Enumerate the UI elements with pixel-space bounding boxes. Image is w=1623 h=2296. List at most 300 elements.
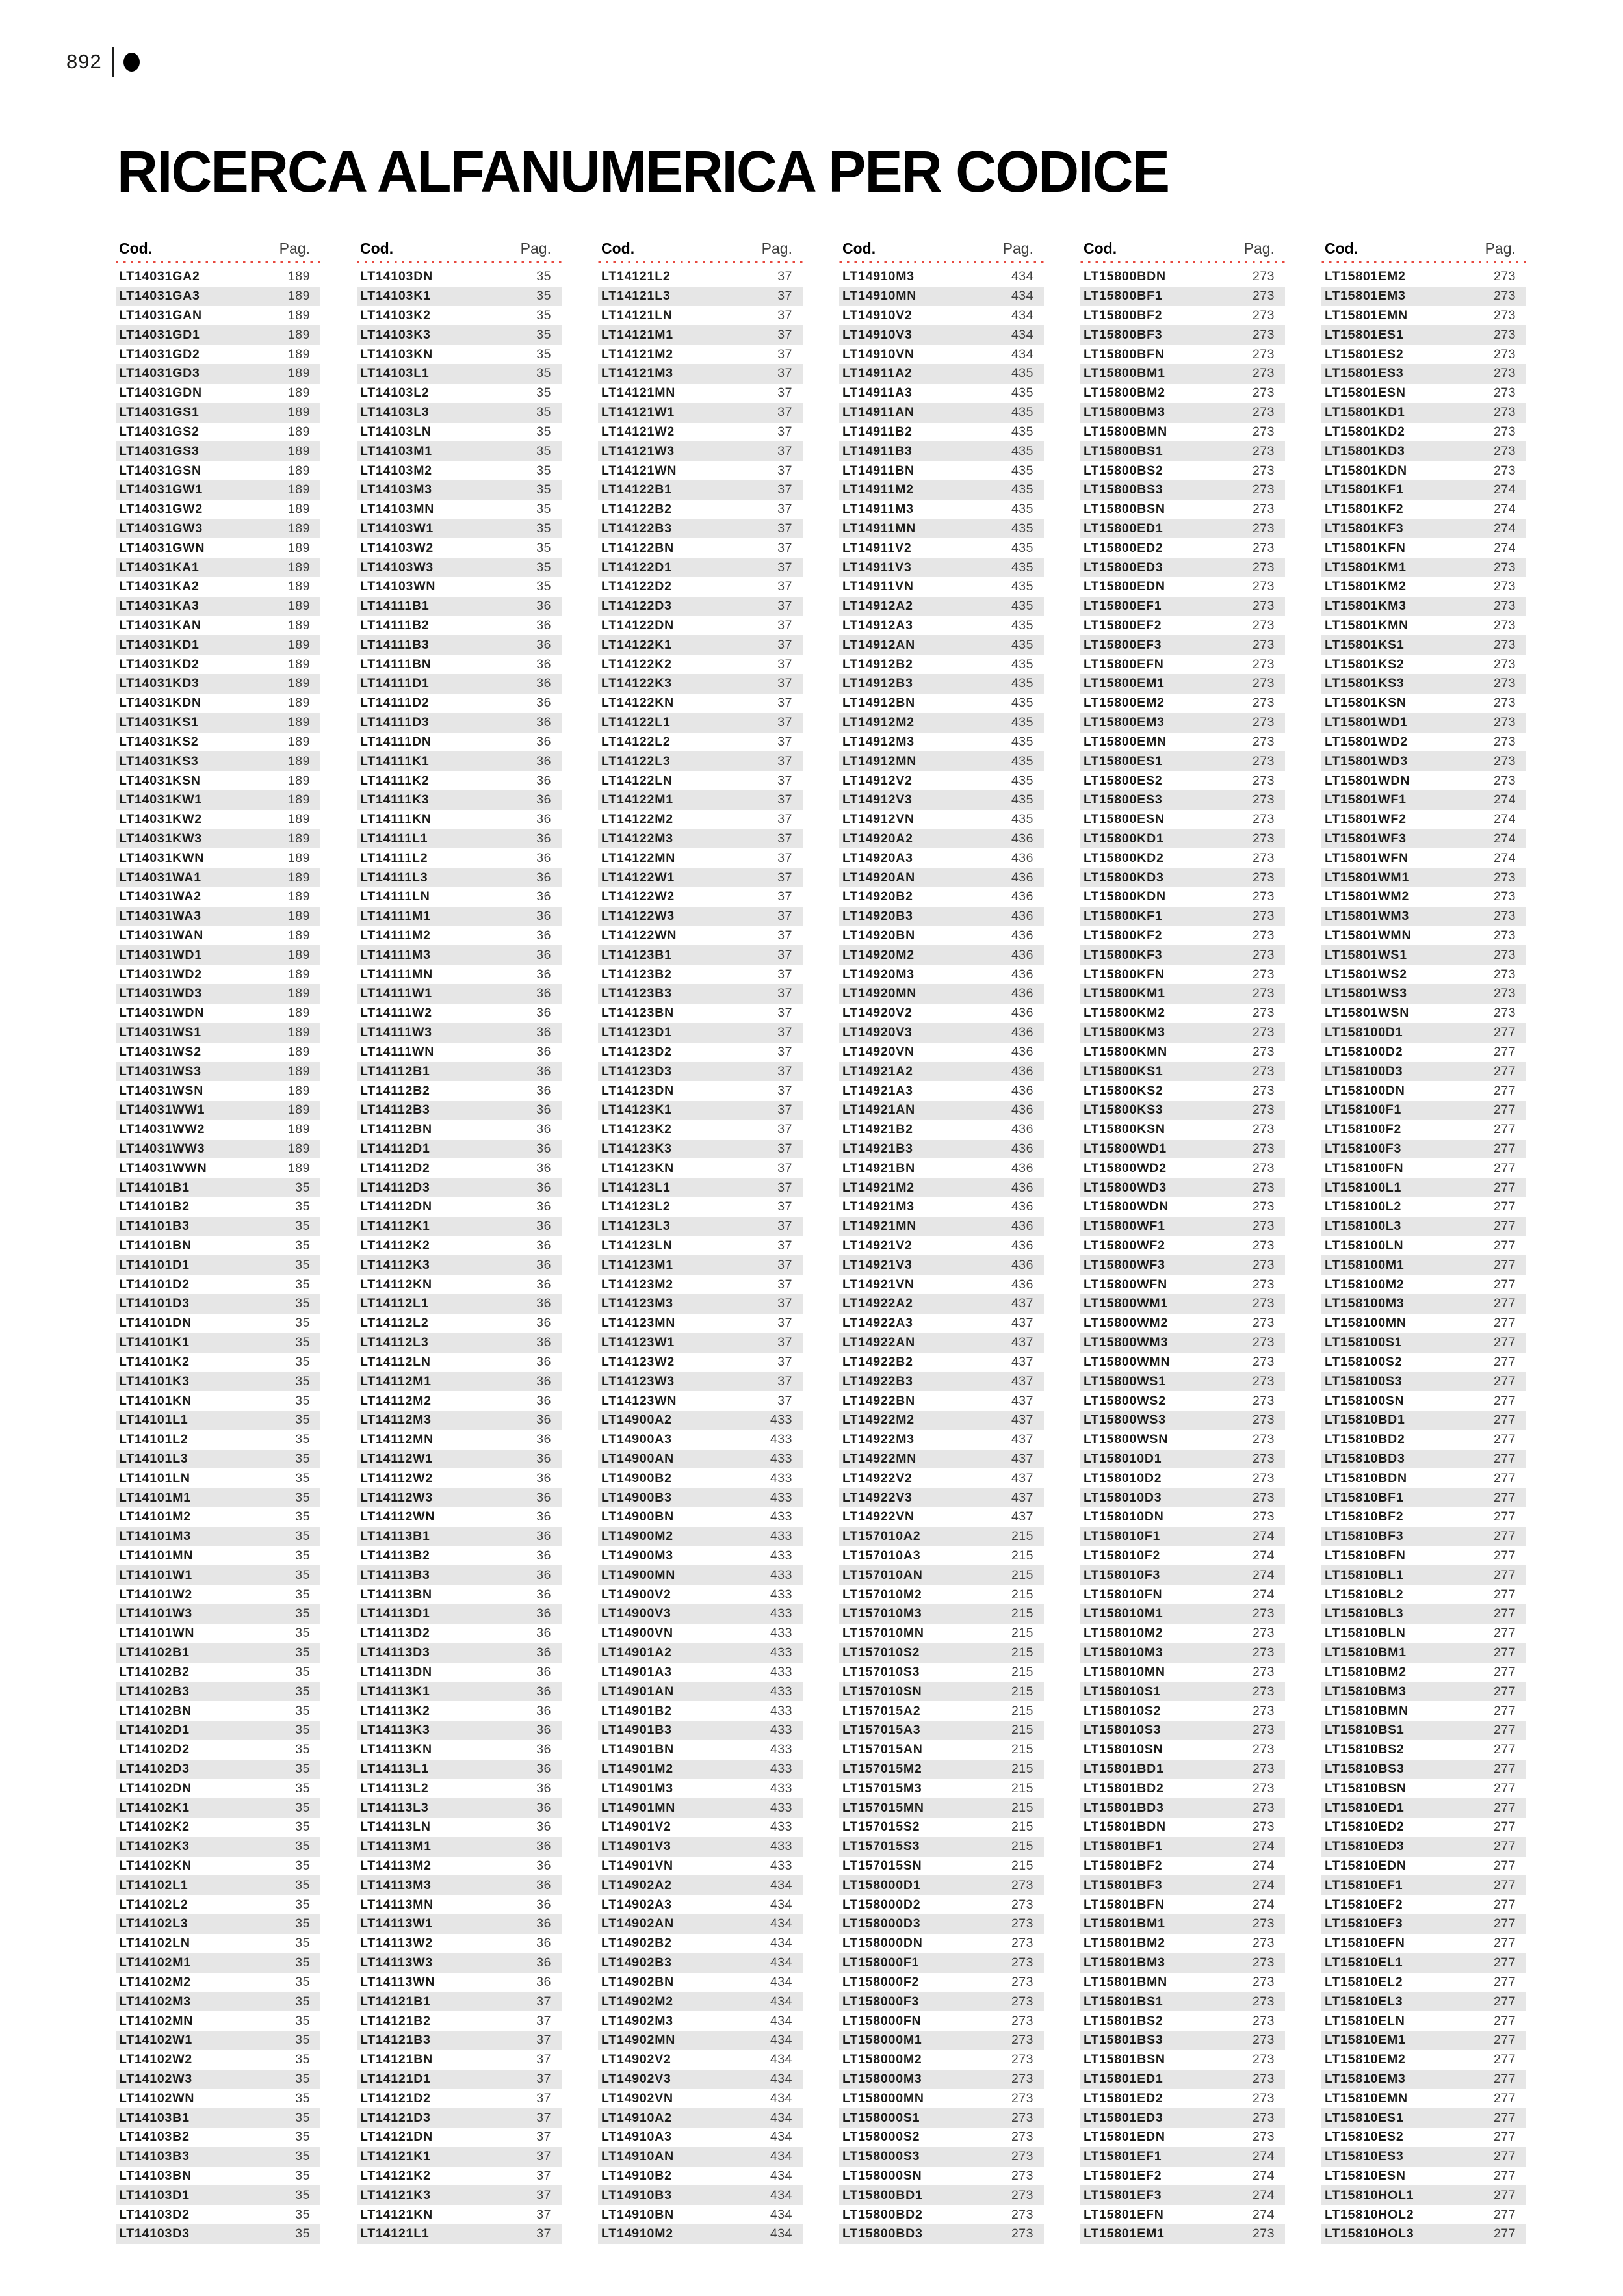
code-cell: LT14112M3	[360, 1413, 432, 1428]
table-row	[1080, 674, 1285, 694]
table-row	[1080, 1411, 1285, 1430]
table-row	[1321, 829, 1526, 849]
code-cell: LT14112M2	[360, 1393, 432, 1408]
code-cell: LT14031GD1	[119, 327, 200, 342]
page-cell: 36	[536, 1645, 551, 1660]
code-cell: LT15800KF2	[1084, 928, 1163, 943]
code-cell: LT15810ES2	[1325, 2130, 1404, 2145]
page-cell: 273	[1252, 502, 1275, 517]
code-cell: LT14123K2	[601, 1122, 672, 1137]
table-row	[116, 868, 320, 887]
table-row	[116, 1585, 320, 1604]
code-cell: LT15810EF2	[1325, 1897, 1403, 1912]
code-cell: LT15801WM3	[1325, 909, 1410, 924]
page-cell: 274	[1252, 1897, 1275, 1912]
code-cell: LT14112B3	[360, 1102, 430, 1117]
page-cell: 434	[770, 1877, 792, 1892]
table-row	[1080, 2031, 1285, 2050]
code-cell: LT14113M3	[360, 1877, 432, 1892]
table-row	[357, 713, 562, 733]
code-cell: LT14122KN	[601, 696, 674, 711]
page-cell: 36	[536, 1859, 551, 1873]
table-row	[839, 1197, 1044, 1217]
page-cell: 277	[1493, 1180, 1516, 1195]
code-cell: LT15810BD2	[1325, 1432, 1405, 1447]
table-row	[1080, 1255, 1285, 1275]
page-cell: 37	[777, 696, 792, 711]
page-number: 892	[66, 50, 102, 73]
page-cell: 35	[295, 2207, 310, 2222]
code-cell: LT15801KMN	[1325, 618, 1409, 633]
table-row	[357, 2167, 562, 2186]
table-row	[357, 1236, 562, 1256]
code-cell: LT14101MN	[119, 1548, 194, 1563]
page-cell: 35	[295, 1413, 310, 1428]
code-cell: LT14102KN	[119, 1859, 192, 1873]
table-row	[116, 1043, 320, 1062]
code-cell: LT14111KN	[360, 812, 432, 827]
code-cell: LT14031WDN	[119, 1006, 205, 1021]
table-row	[839, 480, 1044, 500]
code-cell: LT14901B2	[601, 1703, 672, 1718]
page-cell: 277	[1493, 1974, 1516, 1989]
table-row	[598, 1197, 803, 1217]
page-cell: 37	[777, 812, 792, 827]
page-cell: 273	[1252, 385, 1275, 400]
code-cell: LT158010D2	[1084, 1470, 1162, 1485]
table-row	[116, 2167, 320, 2186]
page-cell: 277	[1493, 2207, 1516, 2222]
page-cell: 437	[1011, 1432, 1033, 1447]
page-cell: 215	[1011, 1664, 1033, 1679]
table-row	[598, 267, 803, 287]
page-cell: 35	[295, 2013, 310, 2028]
page-cell: 435	[1011, 405, 1033, 420]
page-cell: 36	[536, 1897, 551, 1912]
table-row	[1321, 1236, 1526, 1256]
page-cell: 273	[1252, 289, 1275, 304]
page-cell: 36	[536, 1083, 551, 1098]
page-header-bar	[66, 47, 140, 77]
page-cell: 35	[536, 346, 551, 361]
table-row	[116, 2050, 320, 2070]
code-cell: LT14902A3	[601, 1897, 672, 1912]
page-cell: 433	[770, 1509, 792, 1524]
table-row	[1321, 771, 1526, 790]
table-row	[1321, 713, 1526, 733]
page-cell: 189	[287, 928, 310, 943]
page-cell: 273	[1011, 1974, 1033, 1989]
code-cell: LT14103B3	[119, 2149, 190, 2164]
code-header-label: Cod.	[1084, 240, 1117, 257]
page-cell: 37	[777, 967, 792, 982]
page-cell: 36	[536, 1374, 551, 1389]
table-row	[598, 1973, 803, 1992]
code-cell: LT14103D1	[119, 2187, 190, 2202]
page-cell: 433	[770, 1490, 792, 1505]
code-cell: LT14111K2	[360, 773, 430, 788]
code-cell: LT14122W2	[601, 889, 675, 904]
table-row	[598, 1604, 803, 1624]
page-cell: 434	[770, 2013, 792, 2028]
table-row	[357, 1895, 562, 1914]
table-row	[1321, 751, 1526, 771]
page-cell: 277	[1493, 1277, 1516, 1292]
table-row	[357, 868, 562, 887]
table-row	[1080, 771, 1285, 790]
page-cell: 35	[295, 1761, 310, 1776]
code-cell: LT14101M3	[119, 1529, 191, 1544]
page-cell: 189	[287, 792, 310, 807]
page-cell: 277	[1493, 1994, 1516, 2009]
code-cell: LT14112M1	[360, 1374, 432, 1389]
page-cell: 35	[295, 2130, 310, 2145]
code-cell: LT15810EM3	[1325, 2071, 1406, 2086]
page-cell: 434	[770, 2071, 792, 2086]
page-cell: 273	[1252, 599, 1275, 614]
table-row	[839, 1372, 1044, 1391]
code-cell: LT14911V2	[842, 540, 912, 555]
page-cell: 273	[1252, 1296, 1275, 1311]
code-cell: LT14101WN	[119, 1626, 195, 1641]
page-header-label: Pag.	[1243, 240, 1275, 257]
table-row	[357, 1798, 562, 1818]
page-cell: 37	[536, 2130, 551, 2145]
table-row	[1080, 965, 1285, 984]
page-cell: 273	[1252, 1800, 1275, 1815]
page-cell: 35	[295, 1509, 310, 1524]
table-row	[357, 1140, 562, 1159]
page-cell: 273	[1493, 696, 1516, 711]
table-row	[116, 1217, 320, 1236]
code-cell: LT14122B1	[601, 482, 672, 497]
page-cell: 277	[1493, 2149, 1516, 2164]
code-cell: LT14112K2	[360, 1238, 430, 1253]
code-cell: LT14922BN	[842, 1393, 915, 1408]
code-cell: LT15801BS3	[1084, 2033, 1163, 2048]
code-cell: LT14122W3	[601, 909, 675, 924]
table-row	[839, 2128, 1044, 2147]
code-cell: LT15810HOL1	[1325, 2187, 1414, 2202]
page-cell: 36	[536, 1335, 551, 1350]
table-row	[598, 1992, 803, 2011]
code-cell: LT14900A3	[601, 1432, 672, 1447]
code-cell: LT14911A3	[842, 385, 913, 400]
table-row	[116, 1507, 320, 1527]
page-cell: 273	[1252, 1316, 1275, 1331]
table-row	[116, 1779, 320, 1798]
divider-bar	[112, 47, 114, 77]
table-row	[357, 325, 562, 345]
code-cell: LT15800WF3	[1084, 1257, 1165, 1272]
page-cell: 433	[770, 1859, 792, 1873]
page-cell: 36	[536, 1509, 551, 1524]
code-cell: LT15801KS1	[1325, 637, 1405, 652]
table-row	[357, 1314, 562, 1333]
code-cell: LT14922V3	[842, 1490, 913, 1505]
table-row	[116, 441, 320, 461]
code-cell: LT158010M3	[1084, 1645, 1163, 1660]
code-cell: LT14031WS3	[119, 1063, 201, 1078]
table-row	[839, 1178, 1044, 1197]
code-cell: LT14103M3	[360, 482, 432, 497]
code-cell: LT14922B3	[842, 1374, 913, 1389]
table-row	[357, 1043, 562, 1062]
table-row	[839, 500, 1044, 519]
table-row	[1080, 1837, 1285, 1857]
page-cell: 277	[1493, 2091, 1516, 2106]
table-row	[1080, 984, 1285, 1004]
page-cell: 436	[1011, 1141, 1033, 1156]
table-row	[357, 1527, 562, 1546]
code-cell: LT14921M2	[842, 1180, 915, 1195]
code-cell: LT158000M1	[842, 2033, 922, 2048]
page-cell: 436	[1011, 870, 1033, 885]
code-cell: LT14112D2	[360, 1160, 430, 1175]
table-row	[598, 674, 803, 694]
page-cell: 273	[1011, 2052, 1033, 2067]
page-cell: 189	[287, 831, 310, 846]
code-cell: LT14031GA2	[119, 269, 200, 284]
table-row	[839, 694, 1044, 713]
page-cell: 273	[1252, 909, 1275, 924]
page-cell: 273	[1011, 1916, 1033, 1931]
table-row	[598, 384, 803, 403]
table-row	[1080, 1875, 1285, 1895]
code-cell: LT14121K1	[360, 2149, 431, 2164]
table-row	[839, 733, 1044, 752]
page-cell: 215	[1011, 1761, 1033, 1776]
table-row	[839, 1779, 1044, 1798]
table-row	[839, 1236, 1044, 1256]
table-row	[598, 1430, 803, 1450]
code-cell: LT15810EFN	[1325, 1936, 1405, 1951]
page-cell: 189	[287, 773, 310, 788]
page-cell: 274	[1493, 812, 1516, 827]
code-cell: LT15800KDN	[1084, 889, 1166, 904]
page-cell: 435	[1011, 657, 1033, 672]
page-cell: 37	[777, 463, 792, 478]
code-cell: LT14123L1	[601, 1180, 671, 1195]
table-row	[839, 1857, 1044, 1876]
page-cell: 36	[536, 1063, 551, 1078]
table-row	[598, 2011, 803, 2031]
table-row	[839, 1488, 1044, 1507]
page-cell: 189	[287, 424, 310, 439]
page-cell: 35	[295, 1354, 310, 1369]
code-cell: LT14031GS2	[119, 424, 200, 439]
table-row	[116, 1158, 320, 1178]
code-cell: LT14921VN	[842, 1277, 915, 1292]
code-cell: LT14031GW2	[119, 502, 203, 517]
code-cell: LT15800WDN	[1084, 1199, 1169, 1214]
page-cell: 274	[1252, 1839, 1275, 1854]
page-cell: 36	[536, 1044, 551, 1059]
table-row	[357, 597, 562, 616]
table-row	[839, 790, 1044, 810]
page-cell: 434	[770, 2130, 792, 2145]
code-cell: LT15800BMN	[1084, 424, 1168, 439]
table-row	[1080, 1857, 1285, 1876]
code-cell: LT158100FN	[1325, 1160, 1404, 1175]
page-cell: 277	[1493, 1936, 1516, 1951]
page-cell: 189	[287, 308, 310, 323]
page-cell: 189	[287, 579, 310, 594]
table-row	[116, 1101, 320, 1120]
page-cell: 36	[536, 696, 551, 711]
code-cell: LT14122L1	[601, 715, 671, 730]
page-cell: 435	[1011, 366, 1033, 381]
table-row	[1080, 655, 1285, 674]
table-row	[116, 1391, 320, 1411]
code-cell: LT15800ED3	[1084, 560, 1163, 575]
table-row	[598, 1217, 803, 1236]
code-cell: LT14922B2	[842, 1354, 913, 1369]
page-cell: 436	[1011, 1083, 1033, 1098]
table-row	[1080, 538, 1285, 558]
page-cell: 433	[770, 1820, 792, 1834]
table-row	[1321, 1546, 1526, 1566]
code-cell: LT157015S3	[842, 1839, 920, 1854]
code-cell: LT14920B3	[842, 909, 913, 924]
page-cell: 35	[295, 1470, 310, 1485]
table-row	[1321, 2205, 1526, 2224]
page-cell: 37	[777, 773, 792, 788]
code-cell: LT15800EF3	[1084, 637, 1162, 652]
table-row	[1321, 810, 1526, 829]
page-cell: 36	[536, 986, 551, 1001]
table-row	[116, 1857, 320, 1876]
table-row	[839, 771, 1044, 790]
code-cell: LT14122D2	[601, 579, 672, 594]
table-row	[839, 1468, 1044, 1488]
table-row	[357, 771, 562, 790]
code-cell: LT14123MN	[601, 1316, 676, 1331]
page-cell: 36	[536, 1354, 551, 1369]
table-row	[357, 1178, 562, 1197]
code-cell: LT15800BF1	[1084, 289, 1163, 304]
page-cell: 434	[770, 2052, 792, 2067]
page-cell: 273	[1493, 463, 1516, 478]
page-cell: 435	[1011, 599, 1033, 614]
table-row	[1080, 1798, 1285, 1818]
code-cell: LT158010M1	[1084, 1606, 1163, 1621]
page-cell: 215	[1011, 1800, 1033, 1815]
code-cell: LT14113BN	[360, 1587, 432, 1602]
code-cell: LT14123DN	[601, 1083, 674, 1098]
page-cell: 273	[1011, 1955, 1033, 1970]
table-row	[1080, 2167, 1285, 2186]
page-cell: 274	[1252, 2149, 1275, 2164]
code-header-label: Cod.	[360, 240, 394, 257]
code-cell: LT15801KD3	[1325, 443, 1405, 458]
table-row	[357, 1217, 562, 1236]
table-row	[1321, 1760, 1526, 1779]
code-cell: LT14031WW3	[119, 1141, 205, 1156]
table-row	[357, 500, 562, 519]
code-cell: LT158000DN	[842, 1936, 923, 1951]
page-cell: 273	[1252, 1781, 1275, 1795]
page-cell: 35	[536, 560, 551, 575]
page-cell: 273	[1252, 812, 1275, 827]
code-cell: LT15800WM3	[1084, 1335, 1169, 1350]
table-row	[357, 267, 562, 287]
table-row	[357, 1255, 562, 1275]
table-row	[839, 1934, 1044, 1953]
table-row	[116, 907, 320, 926]
table-row	[1080, 519, 1285, 539]
code-cell: LT14031GSN	[119, 463, 201, 478]
page-cell: 189	[287, 269, 310, 284]
table-row	[1321, 287, 1526, 306]
code-cell: LT14103KN	[360, 346, 433, 361]
code-cell: LT14121MN	[601, 385, 676, 400]
table-row	[1321, 519, 1526, 539]
page-cell: 273	[1252, 2013, 1275, 2028]
page-cell: 189	[287, 889, 310, 904]
table-row	[357, 674, 562, 694]
code-cell: LT14102W2	[119, 2052, 193, 2067]
table-row	[1321, 538, 1526, 558]
code-cell: LT14122BN	[601, 540, 674, 555]
table-row	[1321, 325, 1526, 345]
code-cell: LT14031KA2	[119, 579, 200, 594]
code-cell: LT14112DN	[360, 1199, 432, 1214]
code-cell: LT14902M2	[601, 1994, 673, 2009]
page-cell: 273	[1252, 579, 1275, 594]
table-row	[116, 1565, 320, 1585]
code-cell: LT14121M1	[601, 327, 673, 342]
page-cell: 273	[1252, 1645, 1275, 1660]
code-cell: LT14123KN	[601, 1160, 674, 1175]
code-cell: LT14121DN	[360, 2130, 433, 2145]
table-row	[116, 2070, 320, 2089]
table-row	[598, 1178, 803, 1197]
page-cell: 434	[1011, 308, 1033, 323]
page-cell: 37	[777, 1219, 792, 1234]
table-row	[839, 1721, 1044, 1740]
page-cell: 36	[536, 1800, 551, 1815]
code-cell: LT14122D1	[601, 560, 672, 575]
table-row	[1080, 461, 1285, 480]
table-column-2	[357, 229, 562, 2244]
page-cell: 277	[1493, 1316, 1516, 1331]
code-cell: LT14101L3	[119, 1451, 188, 1466]
page-cell: 277	[1493, 1664, 1516, 1679]
page-cell: 435	[1011, 482, 1033, 497]
table-row	[357, 984, 562, 1004]
code-cell: LT15800ES1	[1084, 753, 1163, 768]
code-cell: LT14031WA2	[119, 889, 201, 904]
page-cell: 273	[1011, 2226, 1033, 2241]
table-row	[598, 1798, 803, 1818]
page-cell: 273	[1252, 1723, 1275, 1738]
code-cell: LT14113K2	[360, 1703, 430, 1718]
table-row	[598, 1468, 803, 1488]
page-cell: 36	[536, 1567, 551, 1582]
table-row	[598, 713, 803, 733]
table-row	[116, 2224, 320, 2244]
page-cell: 277	[1493, 1897, 1516, 1912]
table-row	[357, 1992, 562, 2011]
code-cell: LT15801WD1	[1325, 715, 1408, 730]
table-row	[357, 1197, 562, 1217]
code-cell: LT15800BD1	[842, 2187, 923, 2202]
table-row	[1321, 267, 1526, 287]
table-row	[357, 364, 562, 384]
code-cell: LT15810ES1	[1325, 2110, 1404, 2125]
page-cell: 273	[1252, 792, 1275, 807]
